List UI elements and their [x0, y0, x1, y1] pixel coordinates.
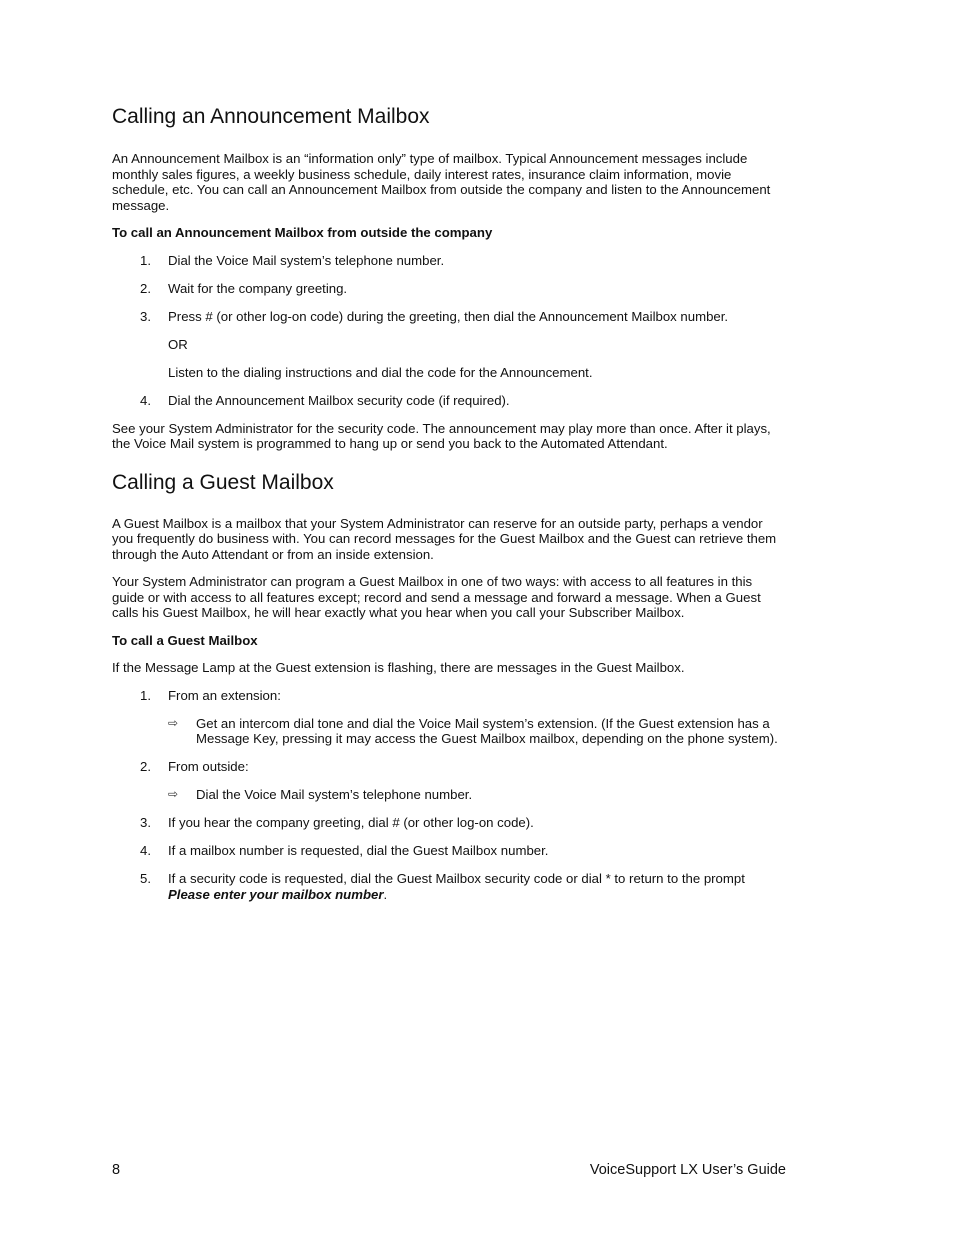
section-title-announcement: Calling an Announcement Mailbox	[112, 105, 430, 128]
list-item	[112, 871, 786, 902]
page-content	[112, 104, 786, 915]
list-item	[112, 843, 786, 859]
announcement-intro: An Announcement Mailbox is an “information only” type of mailbox. Typical Announcement messages include monthly sales figures, a weekly business schedule, daily interest rates, insurance claim information, movie schedule, etc. You can call an Announcement Mailbox from outside the company and listen to the Announcement message.	[112, 151, 771, 213]
step-number: 1.	[140, 687, 151, 703]
step-number: 5.	[140, 871, 151, 886]
step-text: From an extension:	[168, 687, 281, 703]
guest-lamp-info: If the Message Lamp at the Guest extension is flashing, there are messages in the Guest Mailbox.	[112, 660, 685, 675]
arrow-bullet-icon: ⇨	[168, 715, 179, 730]
section-title-guest: Calling a Guest Mailbox	[112, 470, 334, 494]
step-text: Press # (or other log-on code) during the greeting, then dial the Announcement Mailbox number.	[168, 308, 729, 324]
announcement-steps	[112, 253, 786, 409]
arrow-bullet-icon: ⇨	[168, 787, 179, 801]
step-alternative: Listen to the dialing instructions and dial the code for the Announcement.	[168, 364, 593, 380]
step-number: 3.	[140, 815, 151, 830]
list-item	[112, 309, 786, 381]
sub-bullet	[168, 716, 786, 747]
list-item	[112, 688, 786, 747]
step-number: 4.	[140, 843, 151, 858]
bullet-text: Get an intercom dial tone and dial the Voice Mail system’s extension. (If the Guest extension has a Message Key, pressing it may access the Guest Mailbox mailbox, depending on the phone system).	[196, 715, 778, 746]
list-item	[112, 815, 786, 831]
announcement-closing: See your System Administrator for the security code. The announcement may play more than once. After it plays, the Voice Mail system is programmed to hang up or send you back to the Automated Attendant.	[112, 420, 771, 451]
step-text: If you hear the company greeting, dial # (or other log-on code).	[168, 815, 534, 830]
step-number: 2.	[140, 280, 151, 296]
bullet-text: Dial the Voice Mail system’s telephone number.	[196, 787, 473, 802]
step-number: 3.	[140, 308, 151, 324]
prompt-emphasis: Please enter your mailbox number	[168, 886, 384, 902]
step-text: Dial the Voice Mail system’s telephone number.	[168, 252, 445, 268]
guest-subheading: To call a Guest Mailbox	[112, 632, 258, 648]
step-number: 1.	[140, 252, 151, 268]
step-number: 4.	[140, 392, 151, 408]
step-text: From outside:	[168, 759, 249, 774]
list-item	[112, 393, 786, 409]
guest-program-info: Your System Administrator can program a Guest Mailbox in one of two ways: with access to all features in this guide or with access to all features except; record and send a message and forward a message. When a Guest calls his Guest Mailbox, he will hear exactly what you hear when you call your Subscriber Mailbox.	[112, 574, 761, 620]
page-number: 8	[112, 1162, 121, 1178]
announcement-subheading: To call an Announcement Mailbox from outside the company	[112, 225, 493, 240]
step-text: Dial the Announcement Mailbox security code (if required).	[168, 392, 510, 408]
step-end: .	[383, 886, 388, 902]
list-item	[112, 253, 786, 269]
list-item	[112, 759, 786, 803]
guest-intro: A Guest Mailbox is a mailbox that your System Administrator can reserve for an outside party, perhaps a vendor you frequently do business with. You can record messages for the Guest Mailbox and the Guest can retrieve them through the Auto Attendant or from an inside extension.	[112, 515, 777, 562]
list-item	[112, 281, 786, 297]
step-text: If a mailbox number is requested, dial the Guest Mailbox number.	[168, 843, 549, 858]
guide-title: VoiceSupport LX User’s Guide	[589, 1162, 786, 1178]
step-number: 2.	[140, 759, 151, 774]
step-text: Wait for the company greeting.	[168, 280, 348, 296]
sub-bullet	[168, 787, 786, 803]
step-or: OR	[168, 336, 188, 352]
step-text: If a security code is requested, dial the Guest Mailbox security code or dial * to return to the prompt	[168, 871, 745, 886]
guest-steps	[112, 688, 786, 903]
